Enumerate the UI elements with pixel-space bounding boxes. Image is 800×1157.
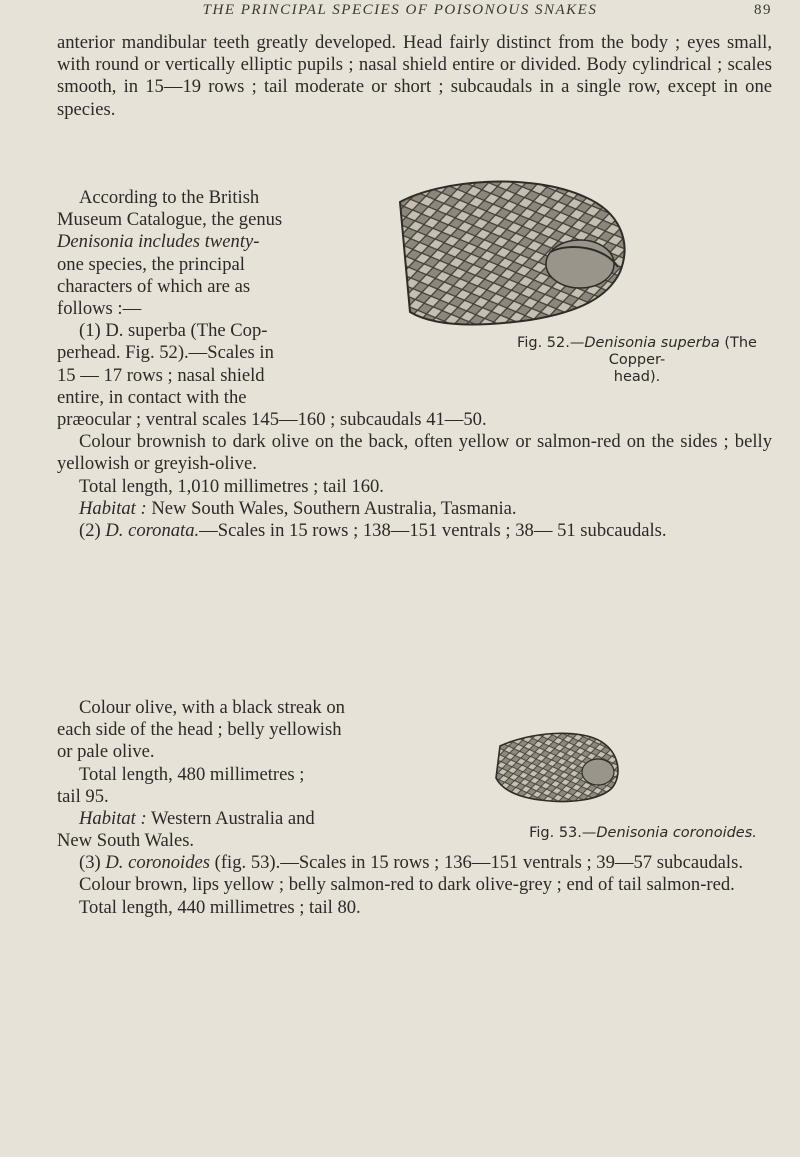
running-title: THE PRINCIPAL SPECIES OF POISONOUS SNAKES (202, 2, 598, 18)
snake-head-icon (380, 172, 635, 337)
figure-52-caption: Fig. 52.—Denisonia superba (The Copper- head). (517, 335, 757, 385)
species2-details: Colour olive, with a black streak on each side of the head ; belly yellowish or pale olive. Total length, 480 millimetres ; tail 95. Habitat : Western Australia and (57, 697, 345, 830)
species1-details: præocular ; ventral scales 145—160 ; subcaudals 41—50. Colour brownish to dark olive on the back, often yellow or salmon-red on the sides ; belly yellowish or greyish-olive. Total length, 1,010 millimetres ; tail 160. Habitat : New South Wales, Southern Australia, Tasmania. (2) D. coronata.—Scales in 15 rows ; 138—151 ventrals ; 38— 51 subcaudals. (57, 409, 772, 542)
species2-lead: (2) D. coronata.—Scales in 15 rows ; 138—151 ventrals ; 38— 51 subcaudals. (79, 520, 667, 542)
figure-52-copperhead-illustration (380, 172, 635, 342)
species3-lead: (3) D. coronoides (fig. 53).—Scales in 15 rows ; 136—151 ventrals ; 39—57 subcaudals. (79, 852, 743, 874)
figure-53-caption: Fig. 53.—Denisonia coronoides. (529, 825, 757, 841)
species1-lead: (1) D. superba (The Cop- (79, 320, 268, 342)
intro-paragraph: anterior mandibular teeth greatly developed. Head fairly distinct from the body ; eyes small, with round or vertically elliptic pupils ; nasal shield entire or divided. Body cylindrical ; scales smooth, in 15—19 rows ; tail moderate or short ; subcaudals in a single row, except in one species. (57, 32, 772, 120)
figure-53-coronoides-illustration (490, 728, 625, 811)
snake-head-icon (490, 728, 625, 806)
page-number: 89 (754, 2, 772, 18)
running-header (0, 2, 800, 19)
genus-paragraph: According to the British Museum Catalogue, the genus Denisonia includes twenty- one species, the principal characters of which are as follows :— (1) D. superba (The Cop- perhead. Fig. 52).—Scales in 15 — 17 rows ; nasal shield entire, in contact with the (57, 187, 409, 409)
species3-details: New South Wales. (3) D. coronoides (fig. 53).—Scales in 15 rows ; 136—151 ventrals ; 39—57 subcaudals. Colour brown, lips yellow ; belly salmon-red to dark olive-grey ; end of tail salmon-red. Total length, 440 millimetres ; tail 80. (57, 830, 772, 919)
